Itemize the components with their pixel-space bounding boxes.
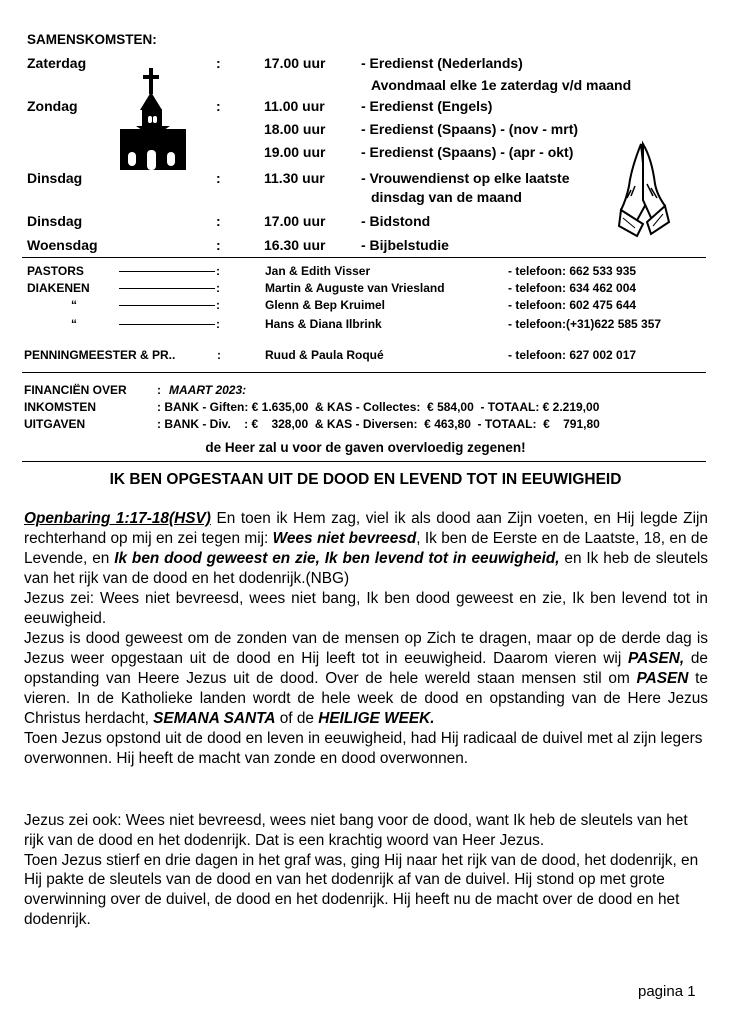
income-label: INKOMSTEN [24, 400, 96, 414]
text-span: te vieren. In de Katholieke landen wordt de hele week de dood en opstanding van de Here Jezus Christus herdacht, [24, 670, 708, 727]
article-paragraph: Jezus zei: Wees niet bevreesd, wees niet bang, Ik ben dood geweest en zie, Ik ben levend tot in eeuwigheid. [24, 590, 708, 627]
contact-names: Glenn & Bep Kruimel [265, 298, 386, 312]
text-span: En toen ik Hem zag, viel ik als dood aan Zijn voeten, en Hij legde Zijn rechterhand op mij en zei tegen mij: [24, 510, 708, 547]
finance-label: FINANCIËN OVER [24, 383, 127, 397]
article-paragraph [24, 629, 708, 729]
article-paragraph: Toen Jezus stierf en drie dagen in het graf was, ging Hij naar het rijk van de dood, het dodenrijk, en Hij pakte de sleutels van de dood en van het dodenrijk af van de duivel. Hij stond op met grote overwinning over de duivel, de dood en het dodenrijk. Hij heeft nu de macht over de dood en het dodenrijk. [24, 851, 699, 928]
text-span: de opstanding van Heere Jezus uit de dood. Over de hele wereld staan mensen stil om [24, 650, 708, 687]
emphasis-text: PASEN [636, 670, 689, 687]
contact-names: Martin & Auguste van Vriesland [265, 281, 445, 295]
praying-hands-icon [617, 140, 672, 238]
divider [22, 372, 706, 373]
page-number: pagina 1 [638, 983, 696, 1000]
article-title: IK BEN OPGESTAAN UIT DE DOOD EN LEVEND TOT IN EEUWIGHEID [109, 471, 622, 488]
blessing: de Heer zal u voor de gaven overvloedig zegenen! [205, 440, 526, 455]
treasurer-role: PENNINGMEESTER & PR.. [24, 348, 176, 362]
schedule-time: 16.30 uur [264, 237, 326, 253]
schedule-colon: : [216, 98, 221, 114]
contact-role: “ [71, 317, 77, 331]
schedule-day: Dinsdag [27, 213, 83, 229]
article-paragraph: Jezus zei ook: Wees niet bevreesd, wees niet bang voor de dood, want Ik heb de sleutels van het rijk van de dood en het dodenrijk. Dat is een krachtig woord van Heer Jezus. [24, 812, 688, 849]
article-paragraph [24, 509, 708, 589]
treasurer-names: Ruud & Paula Roqué [265, 348, 384, 362]
expense-text: : BANK - Div. : € 328,00 & KAS - Diversen: € 463,80 - TOTAAL: € 791,80 [157, 417, 600, 431]
schedule-desc: - Eredienst (Spaans) - (nov - mrt) [361, 121, 579, 137]
schedule-colon: : [216, 237, 221, 253]
emphasis-text: HEILIGE WEEK. [318, 710, 435, 727]
contact-phone: - telefoon: 662 533 935 [508, 264, 637, 278]
treasurer-phone: - telefoon: 627 002 017 [508, 348, 637, 362]
contact-role: DIAKENEN [27, 281, 90, 295]
schedule-time: 19.00 uur [264, 144, 326, 160]
contact-role: “ [71, 298, 77, 312]
text-span: of de [275, 710, 319, 727]
church-icon [118, 66, 188, 174]
schedule-time: 17.00 uur [264, 213, 326, 229]
schedule-colon: : [216, 213, 221, 229]
emphasis-text: SEMANA SANTA [153, 710, 276, 727]
emphasis-text: Wees niet bevreesd [272, 530, 417, 547]
contact-line: : [119, 281, 220, 295]
schedule-desc: - Vrouwendienst op elke laatste [361, 170, 570, 186]
treasurer-colon: : [217, 348, 221, 362]
contact-phone: - telefoon: 602 475 644 [508, 298, 637, 312]
schedule-desc: - Eredienst (Spaans) - (apr - okt) [361, 144, 574, 160]
divider [22, 257, 706, 258]
emphasis-text: PASEN, [627, 650, 685, 667]
contact-names: Jan & Edith Visser [265, 264, 371, 278]
schedule-desc: - Eredienst (Engels) [361, 98, 493, 114]
contact-phone: - telefoon:(+31)622 585 357 [508, 317, 662, 331]
schedule-day: Zaterdag [27, 55, 87, 71]
schedule-time: 11.30 uur [264, 170, 325, 186]
divider [22, 461, 706, 462]
text-span: , Ik ben de Eerste en de Laatste, 18, en de Levende, en [24, 530, 708, 567]
finance-month: MAART 2023: [169, 383, 247, 397]
income-text: : BANK - Giften: € 1.635,00 & KAS - Collectes: € 584,00 - TOTAAL: € 2.219,00 [157, 400, 600, 414]
finance-colon: : [157, 383, 161, 397]
text-span: Jezus is dood geweest om de zonden van de mensen op Zich te dragen, maar op de derde dag is Jezus weer opgestaan uit de dood en Hij leeft tot in eeuwigheid. Daarom vieren wij [24, 630, 708, 667]
contact-line: : [119, 317, 220, 331]
contact-names: Hans & Diana Ilbrink [265, 317, 382, 331]
scripture-reference: Openbaring 1:17-18(HSV) [24, 510, 211, 527]
schedule-desc: - Bijbelstudie [361, 237, 449, 253]
schedule-colon: : [216, 55, 221, 71]
contact-line: : [119, 298, 220, 312]
schedule-desc: - Bidstond [361, 213, 431, 229]
schedule-desc: dinsdag van de maand [371, 189, 522, 205]
schedule-desc: - Eredienst (Nederlands) [361, 55, 523, 71]
schedule-heading: SAMENSKOMSTEN: [27, 32, 157, 47]
article-paragraph: Toen Jezus opstond uit de dood en leven in eeuwigheid, had Hij radicaal de duivel met al zijn legers overwonnen. Hij heeft de macht van zonde en dood overwonnen. [24, 730, 703, 767]
article-body-continued [24, 811, 708, 930]
contact-role: PASTORS [27, 264, 84, 278]
schedule-time: 11.00 uur [264, 98, 325, 114]
text-span: en Ik heb de sleutels van het rijk van de dood en het dodenrijk.(NBG) [24, 550, 708, 587]
schedule-time: 17.00 uur [264, 55, 326, 71]
schedule-day: Zondag [27, 98, 78, 114]
article-body [24, 509, 708, 769]
emphasis-text: Ik ben dood geweest en zie, Ik ben levend tot in eeuwigheid, [114, 550, 560, 567]
schedule-desc: Avondmaal elke 1e zaterdag v/d maand [371, 77, 632, 93]
schedule-time: 18.00 uur [264, 121, 326, 137]
contact-line: : [119, 264, 220, 278]
schedule-day: Dinsdag [27, 170, 83, 186]
expense-label: UITGAVEN [24, 417, 86, 431]
schedule-colon: : [216, 170, 221, 186]
contact-phone: - telefoon: 634 462 004 [508, 281, 637, 295]
schedule-day: Woensdag [27, 237, 98, 253]
